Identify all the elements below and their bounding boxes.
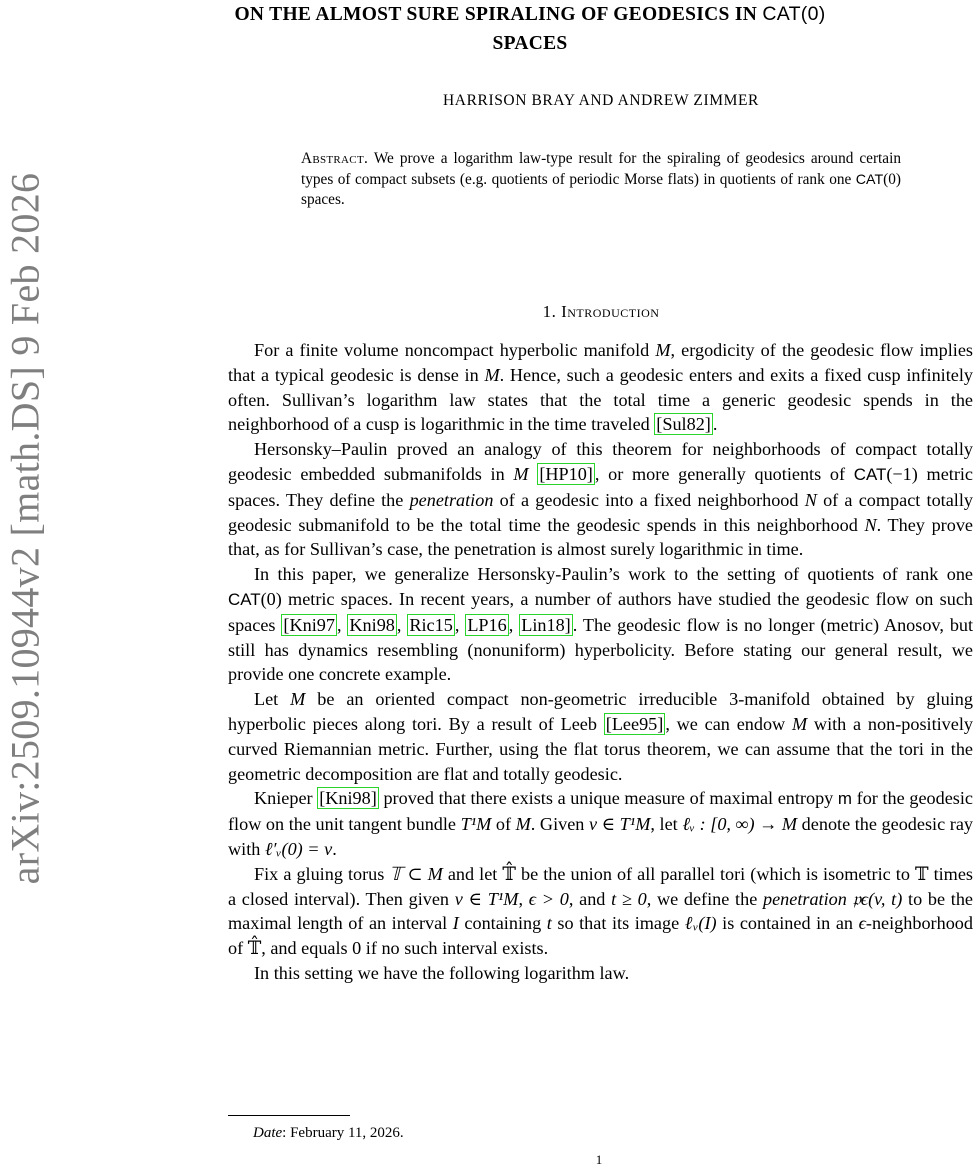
citation-link[interactable]: Kni98 <box>349 614 395 635</box>
footnote-rule <box>228 1115 350 1116</box>
arxiv-identifier: arXiv:2509.10944v2 [math.DS] 9 Feb 2026 <box>2 172 48 884</box>
paragraph-4: Let M be an oriented compact non-geometric irreducible 3-manifold obtained by gluing hyperbolic pieces along tori. By a result of Leeb [Lee95] , we can endow M with a non-positively curved Riemannian metric. Further, using the flat torus theorem, we can assume that the tori in the geometric decomposition are flat and totally geodesic. <box>228 689 973 784</box>
citation-link[interactable]: [Sul82] <box>656 414 711 435</box>
paragraph-3: In this paper, we generalize Hersonsky-Paulin’s work to the setting of quotients of rank one CAT(0) metric spaces. In recent years, a number of authors have studied the geodesic flow on such spaces [Kni97 , Kni98 , Ric15 , LP16 , Lin18] . The geodesic flow is no longer (metric) Anosov, but still has dynamics resembling (nonuniform) hyperbolicity. Before stating our general result, we provide one concrete example. <box>228 564 974 685</box>
citation-link[interactable]: [Lee95] <box>605 713 664 734</box>
citation-link[interactable]: [Kni98] <box>319 788 377 809</box>
citation-link[interactable]: Lin18] <box>521 614 571 635</box>
paper-title: ON THE ALMOST SURE SPIRALING OF GEODESICS IN CAT(0) SPACES <box>234 3 826 54</box>
paragraph-2: Hersonsky–Paulin proved an analogy of this theorem for neighborhoods of compact totally geodesic embedded submanifolds in M [HP10] , or more generally quotients of CAT(−1) metric spaces. They define the penetration of a geodesic into a fixed neighborhood N of a compact totally geodesic submanifold to be the total time the geodesic spends in this neighborhood N. They prove that, as for Sullivan’s case, the penetration is almost surely logarithmic in time. <box>228 439 974 560</box>
page-number: 1 <box>595 1152 603 1167</box>
paragraph-7: In this setting we have the following logarithm law. <box>254 962 630 983</box>
section-heading: 1. Introduction <box>542 302 660 321</box>
paragraph-6: Fix a gluing torus 𝕋 ⊂ M and let 𝕋̂ be the union of all parallel tori (which is isometric to 𝕋 times a closed interval). Then given v ∈ T¹M, ϵ > 0, and t ≥ 0, we define the penetration 𝔭ϵ(v, t) to be the maximal length of an interval I containing t so that its image ℓᵥ(I) is contained in an ϵ-neighborhood of 𝕋̂, and equals 0 if no such interval exists. <box>228 863 973 959</box>
citation-link[interactable]: [Kni97 <box>283 614 335 635</box>
citation-link[interactable]: LP16 <box>467 614 507 635</box>
citation-link[interactable]: Ric15 <box>409 614 453 635</box>
date-footnote: Date: February 11, 2026. <box>253 1125 404 1141</box>
introduction-body <box>228 338 973 986</box>
abstract: Abstract. We prove a logarithm law-type result for the spiraling of geodesics around certain types of compact subsets (e.g. quotients of periodic Morse flats) in quotients of rank one CAT(0) spaces. <box>301 150 901 209</box>
abstract-label: Abstract. <box>301 150 369 167</box>
paragraph-1: For a finite volume noncompact hyperbolic manifold M, ergodicity of the geodesic flow implies that a typical geodesic is dense in M. Hence, such a geodesic enters and exits a fixed cusp infinitely often. Sullivan’s logarithm law states that the total time a generic geodesic spends in the neighborhood of a cusp is logarithmic in the time traveled [Sul82] . <box>228 340 973 435</box>
citation-link[interactable]: [HP10] <box>539 463 593 484</box>
paragraph-5: Knieper [Kni98] proved that there exists a unique measure of maximal entropy m for the geodesic flow on the unit tangent bundle T¹M of M. Given v ∈ T¹M, let ℓᵥ : [0, ∞) → M denote the geodesic ray with ℓ′ᵥ(0) = v. <box>228 788 973 859</box>
authors: HARRISON BRAY AND ANDREW ZIMMER <box>442 92 759 109</box>
